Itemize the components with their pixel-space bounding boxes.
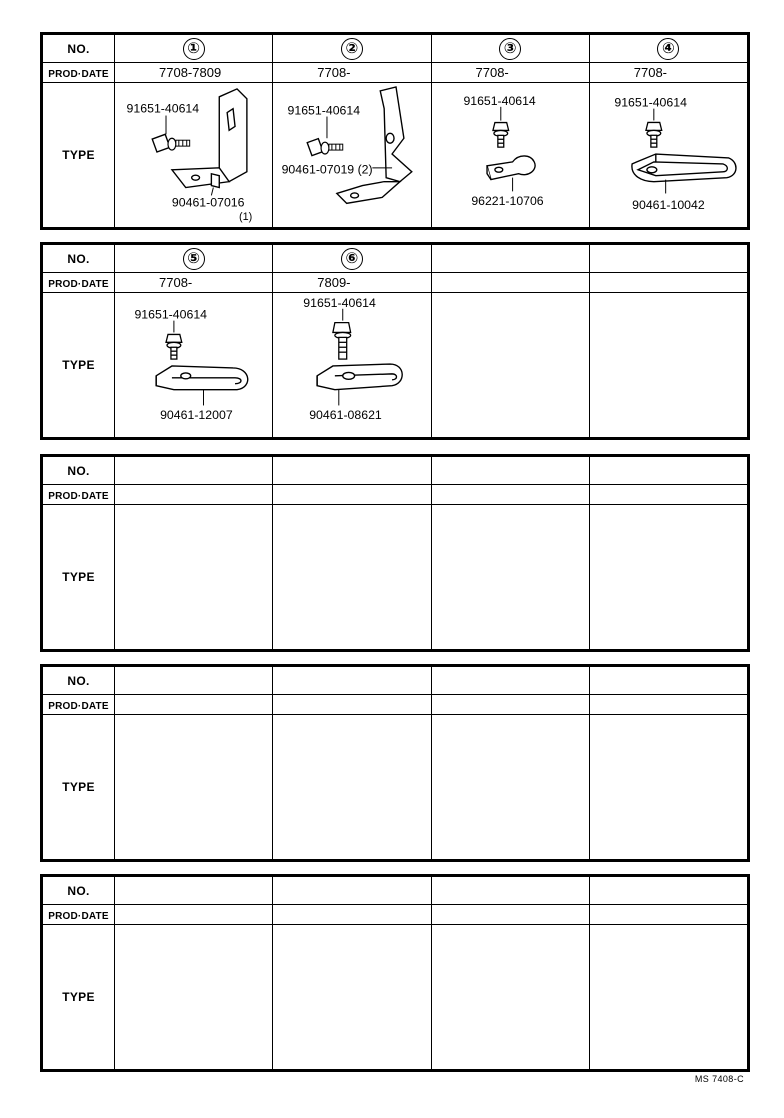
- prod-date-5: 7708-: [115, 273, 273, 293]
- empty-cell: [589, 667, 747, 695]
- empty-cell: [115, 667, 273, 695]
- empty-cell: [273, 715, 431, 860]
- bracket-1-drawing: [115, 83, 272, 227]
- type-header: [43, 293, 115, 438]
- bolt-icon: [166, 334, 182, 359]
- col-no-1: [115, 35, 273, 63]
- clamp-6-drawing: [273, 293, 430, 437]
- type-label: TYPE: [62, 358, 95, 372]
- no-label: NO.: [67, 41, 90, 56]
- part-qty: (1): [238, 211, 253, 224]
- type-header: [43, 83, 115, 228]
- prod-date-label: PROD·DATE: [48, 68, 109, 80]
- empty-cell: [115, 905, 273, 925]
- empty-cell: [431, 695, 589, 715]
- empty-cell: [431, 905, 589, 925]
- col-no-6: [273, 245, 431, 273]
- bolt-icon: [492, 123, 508, 148]
- prod-date-header: [43, 485, 115, 505]
- type-label: TYPE: [62, 148, 95, 162]
- no-header: [43, 457, 115, 485]
- number-2: ②: [341, 38, 363, 60]
- empty-cell: [273, 925, 431, 1070]
- parts-table-4: [40, 664, 750, 862]
- empty-cell: [589, 715, 747, 860]
- bracket-2-drawing: [273, 83, 430, 227]
- prod-date-header: [43, 695, 115, 715]
- prod-date-header: [43, 273, 115, 293]
- empty-cell: [431, 925, 589, 1070]
- type-header: [43, 505, 115, 650]
- no-label: NO.: [67, 673, 90, 688]
- empty-cell: [431, 273, 589, 293]
- type-cell-5: [115, 293, 273, 438]
- empty-cell: [589, 905, 747, 925]
- empty-cell: [273, 695, 431, 715]
- parts-table-1: [40, 32, 750, 230]
- clamp-icon: [487, 156, 535, 180]
- bolt-icon: [307, 139, 343, 156]
- part-number: 96221-10706: [470, 194, 544, 209]
- empty-cell: [431, 877, 589, 905]
- no-header: [43, 667, 115, 695]
- clamp-icon: [632, 154, 736, 182]
- clamp-3-drawing: [432, 83, 589, 227]
- type-label: TYPE: [62, 780, 95, 794]
- bolt-icon: [152, 134, 189, 152]
- part-number: 90461-12007: [160, 408, 233, 423]
- clamp-4-drawing: [590, 83, 747, 227]
- no-header: [43, 877, 115, 905]
- parts-table-5: [40, 874, 750, 1072]
- bolt-icon: [646, 122, 662, 147]
- prod-date-1: 7708-7809: [115, 63, 273, 83]
- empty-cell: [115, 925, 273, 1070]
- no-header: [43, 35, 115, 63]
- empty-cell: [115, 457, 273, 485]
- empty-cell: [589, 273, 747, 293]
- empty-cell: [273, 505, 431, 650]
- empty-cell: [431, 485, 589, 505]
- prod-date-2: 7708-: [273, 63, 431, 83]
- prod-date-6: 7809-: [273, 273, 431, 293]
- clamp-icon: [156, 366, 248, 390]
- type-cell-2: [273, 83, 431, 228]
- empty-cell: [589, 877, 747, 905]
- part-number: 91651-40614: [614, 95, 687, 110]
- part-number: 90461-07016: [171, 195, 245, 210]
- type-cell-1: [115, 83, 273, 228]
- clamp-5-drawing: [115, 293, 272, 437]
- type-cell-4: [589, 83, 747, 228]
- col-no-3: [431, 35, 589, 63]
- empty-cell: [273, 667, 431, 695]
- part-number: 91651-40614: [462, 93, 536, 108]
- empty-cell: [273, 485, 431, 505]
- empty-cell: [589, 245, 747, 273]
- prod-date-label: PROD·DATE: [48, 490, 109, 502]
- type-label: TYPE: [62, 570, 95, 584]
- prod-date-4: 7708-: [589, 63, 747, 83]
- empty-cell: [431, 667, 589, 695]
- col-no-5: [115, 245, 273, 273]
- part-number: 91651-40614: [287, 103, 361, 118]
- number-6: ⑥: [341, 248, 363, 270]
- empty-cell: [115, 877, 273, 905]
- empty-cell: [589, 485, 747, 505]
- number-4: ④: [657, 38, 679, 60]
- type-label: TYPE: [62, 990, 95, 1004]
- empty-cell: [431, 293, 589, 438]
- parts-table-2: [40, 242, 750, 440]
- empty-cell: [273, 457, 431, 485]
- type-cell-3: [431, 83, 589, 228]
- empty-cell: [431, 245, 589, 273]
- no-label: NO.: [67, 463, 90, 478]
- prod-date-3: 7708-: [431, 63, 589, 83]
- number-1: ①: [183, 38, 205, 60]
- empty-cell: [589, 457, 747, 485]
- empty-cell: [115, 715, 273, 860]
- empty-cell: [589, 695, 747, 715]
- prod-date-header: [43, 63, 115, 83]
- part-number: 90461-08621: [309, 408, 383, 423]
- empty-cell: [589, 505, 747, 650]
- prod-date-header: [43, 905, 115, 925]
- type-header: [43, 925, 115, 1070]
- empty-cell: [273, 905, 431, 925]
- empty-cell: [589, 925, 747, 1070]
- part-number: 90461-07019 (2): [281, 162, 373, 177]
- part-number: 90461-10042: [631, 198, 705, 213]
- part-number: 91651-40614: [134, 307, 208, 322]
- empty-cell: [273, 877, 431, 905]
- empty-cell: [431, 457, 589, 485]
- number-5: ⑤: [183, 248, 205, 270]
- col-no-2: [273, 35, 431, 63]
- type-cell-6: [273, 293, 431, 438]
- prod-date-label: PROD·DATE: [48, 910, 109, 922]
- empty-cell: [115, 695, 273, 715]
- type-header: [43, 715, 115, 860]
- col-no-4: [589, 35, 747, 63]
- no-header: [43, 245, 115, 273]
- no-label: NO.: [67, 251, 90, 266]
- prod-date-label: PROD·DATE: [48, 278, 109, 290]
- empty-cell: [115, 485, 273, 505]
- prod-date-label: PROD·DATE: [48, 700, 109, 712]
- empty-cell: [589, 293, 747, 438]
- empty-cell: [431, 505, 589, 650]
- number-3: ③: [499, 38, 521, 60]
- parts-table-3: [40, 454, 750, 652]
- part-number: 91651-40614: [126, 101, 200, 116]
- no-label: NO.: [67, 883, 90, 898]
- page-code: MS 7408-C: [694, 1074, 744, 1084]
- clamp-icon: [317, 364, 402, 390]
- part-number: 91651-40614: [303, 295, 377, 310]
- empty-cell: [115, 505, 273, 650]
- bolt-icon: [333, 323, 351, 359]
- empty-cell: [431, 715, 589, 860]
